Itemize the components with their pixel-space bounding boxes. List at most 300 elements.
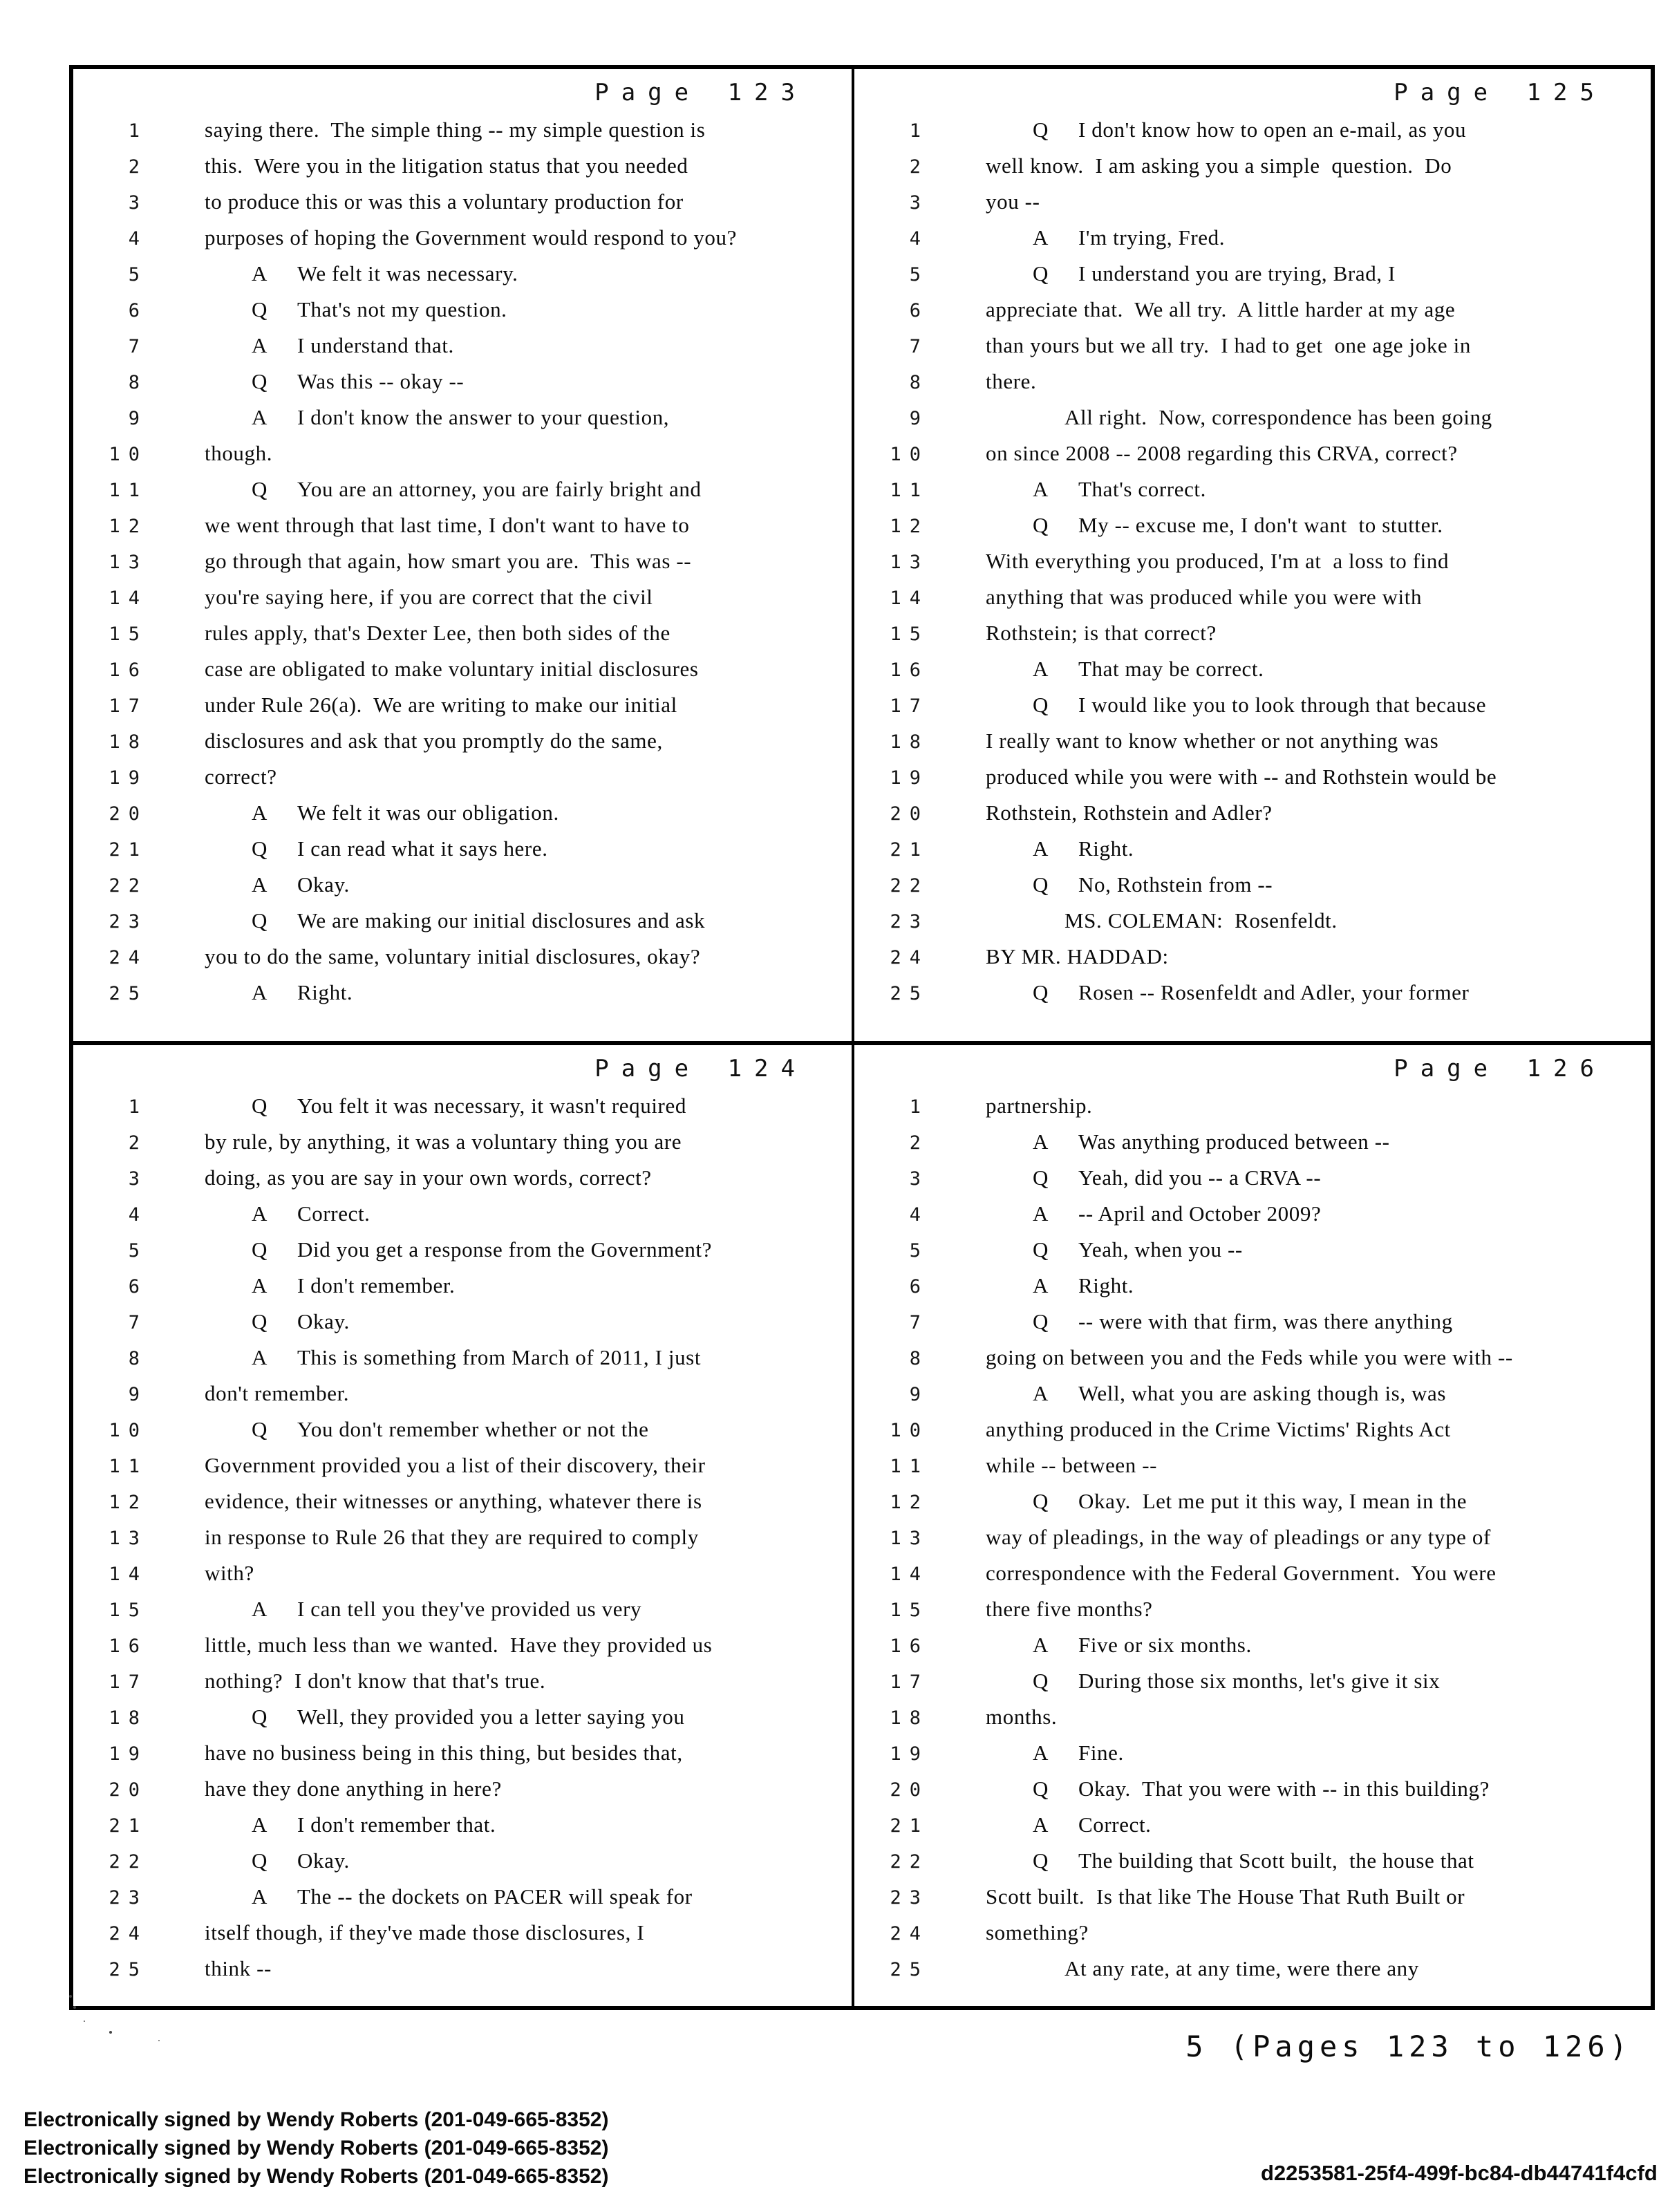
line-text: I can tell you they've provided us very [297, 1597, 642, 1621]
line-text: Scott built. Is that like The House That Ruth Built or [986, 1884, 1465, 1909]
line-number: 23 [890, 1887, 929, 1909]
line-number: 7 [128, 336, 148, 357]
transcript-line [73, 1381, 852, 1417]
continuation-text [148, 1381, 349, 1406]
line-number: 16 [109, 1635, 148, 1657]
transcript-line [73, 585, 852, 621]
continuation-text [929, 1956, 1419, 1981]
transcript-line [73, 908, 852, 944]
line-number: 10 [890, 444, 929, 465]
line-number: 13 [890, 552, 929, 573]
transcript-line [854, 585, 1651, 621]
qa-text [148, 800, 559, 825]
line-text: under Rule 26(a). We are writing to make our initial [205, 693, 677, 717]
line-number: 2 [909, 1132, 929, 1154]
line-number: 25 [890, 983, 929, 1004]
continuation-text [148, 729, 663, 753]
qa-prefix: A [252, 333, 268, 357]
line-text: Okay. [297, 1309, 350, 1333]
line-text: than yours but we all try. I had to get one age joke in [986, 333, 1471, 357]
qa-text [148, 1309, 350, 1334]
transcript-line [854, 369, 1651, 405]
continuation-text [148, 621, 670, 646]
qa-prefix: A [1033, 1201, 1049, 1226]
line-number: 9 [909, 408, 929, 429]
qa-prefix: A [252, 1812, 268, 1837]
continuation-text [148, 189, 684, 214]
line-text: Okay. [297, 872, 350, 897]
transcript-line [73, 1848, 852, 1884]
line-number: 9 [128, 408, 148, 429]
line-text: You don't remember whether or not the [297, 1417, 649, 1441]
line-text: well know. I am asking you a simple question. Do [986, 153, 1452, 178]
transcript-line [854, 621, 1651, 657]
qa-prefix: A [252, 1597, 268, 1621]
transcript-line [854, 513, 1651, 549]
line-number: 2 [128, 156, 148, 178]
line-number: 5 [909, 264, 929, 285]
qa-prefix: Q [1033, 1309, 1049, 1333]
transcript-page-126 [854, 1045, 1651, 2006]
transcript-line [73, 657, 852, 693]
transcript-line [73, 1273, 852, 1309]
qa-prefix: A [1033, 1741, 1049, 1765]
line-text: Right. [1078, 836, 1134, 861]
continuation-text [148, 153, 688, 178]
line-number: 9 [909, 1384, 929, 1405]
line-number: 15 [109, 1600, 148, 1621]
qa-text [929, 1812, 1152, 1837]
transcript-line [73, 1812, 852, 1848]
line-number: 5 [128, 1240, 148, 1262]
line-number: 13 [109, 1528, 148, 1549]
line-number: 2 [128, 1132, 148, 1154]
line-number: 17 [109, 695, 148, 717]
line-text: I don't know the answer to your question, [297, 405, 670, 429]
transcript-line [73, 1525, 852, 1561]
transcript-line [854, 189, 1651, 225]
transcript-line [73, 621, 852, 657]
continuation-text [929, 441, 1458, 466]
transcript-line [854, 1561, 1651, 1597]
line-number: 21 [109, 839, 148, 861]
transcript-line [73, 1345, 852, 1381]
transcript-line [73, 261, 852, 297]
transcript-page-123 [73, 69, 852, 1041]
line-number: 25 [890, 1959, 929, 1980]
transcript-line [73, 297, 852, 333]
line-text: We felt it was necessary. [297, 261, 518, 285]
line-text: little, much less than we wanted. Have they provided us [205, 1633, 713, 1657]
line-number: 18 [109, 731, 148, 753]
transcript-line [73, 513, 852, 549]
transcript-line [854, 908, 1651, 944]
line-number: 12 [890, 1492, 929, 1513]
line-text: Rothstein, Rothstein and Adler? [986, 800, 1273, 825]
qa-text [148, 1417, 648, 1442]
continuation-text [929, 1345, 1513, 1370]
qa-prefix: Q [252, 297, 268, 321]
qa-text [929, 225, 1225, 250]
continuation-text [929, 944, 1169, 969]
line-text: Right. [1078, 1273, 1134, 1297]
qa-text [929, 1741, 1124, 1765]
line-text: there five months? [986, 1597, 1153, 1621]
qa-text [929, 1633, 1252, 1658]
qa-text [929, 477, 1206, 502]
line-text: I understand that. [297, 333, 454, 357]
transcript-line [73, 189, 852, 225]
transcript-line [854, 118, 1651, 153]
line-number: 25 [109, 983, 148, 1004]
transcript-line [854, 944, 1651, 980]
qa-prefix: Q [252, 1237, 268, 1262]
line-text: Rothstein; is that correct? [986, 621, 1217, 645]
transcript-line [854, 980, 1651, 1016]
continuation-text [148, 441, 272, 466]
transcript-line [73, 693, 852, 729]
line-text: Yeah, did you -- a CRVA -- [1078, 1165, 1322, 1190]
line-number: 1 [128, 1096, 148, 1118]
line-number: 15 [890, 624, 929, 645]
line-number: 24 [109, 1923, 148, 1944]
line-text: Correct. [1078, 1812, 1152, 1837]
line-number: 1 [909, 1096, 929, 1118]
line-number: 11 [890, 480, 929, 501]
line-number: 19 [109, 767, 148, 789]
continuation-text [929, 153, 1452, 178]
line-number: 19 [890, 767, 929, 789]
qa-prefix: A [1033, 1812, 1049, 1837]
qa-text [148, 1597, 641, 1622]
transcript-line [854, 153, 1651, 189]
qa-prefix: Q [252, 369, 268, 393]
transcript-line [73, 1094, 852, 1130]
continuation-text [148, 1165, 652, 1190]
line-text: nothing? I don't know that that's true. [205, 1669, 546, 1693]
continuation-text [148, 1920, 644, 1945]
qa-text [929, 1848, 1474, 1873]
continuation-text [148, 513, 690, 538]
qa-prefix: Q [252, 1094, 268, 1118]
page-lines [73, 1094, 852, 1992]
transcript-line [73, 441, 852, 477]
line-text: saying there. The simple thing -- my simple question is [205, 118, 706, 142]
line-number: 13 [890, 1528, 929, 1549]
line-number: 14 [109, 1564, 148, 1585]
transcript-line [854, 1273, 1651, 1309]
line-text: Was anything produced between -- [1078, 1130, 1390, 1154]
transcript-line [854, 405, 1651, 441]
transcript-line [854, 1777, 1651, 1812]
line-text: I'm trying, Fred. [1078, 225, 1226, 250]
continuation-text [148, 1453, 706, 1478]
line-number: 6 [909, 1276, 929, 1297]
transcript-line [73, 1489, 852, 1525]
transcript-line [854, 1489, 1651, 1525]
qa-prefix: A [252, 980, 268, 1004]
qa-text [148, 369, 464, 394]
qa-prefix: Q [1033, 1777, 1049, 1801]
signature-line: Electronically signed by Wendy Roberts (201-049-665-8352) [24, 2137, 609, 2159]
continuation-text [148, 944, 700, 969]
line-number: 6 [128, 1276, 148, 1297]
transcript-line [854, 1309, 1651, 1345]
qa-prefix: A [1033, 1130, 1049, 1154]
line-number: 11 [109, 480, 148, 501]
transcript-line [73, 836, 852, 872]
line-text: evidence, their witnesses or anything, whatever there is [205, 1489, 702, 1513]
page-lines [854, 118, 1651, 1016]
transcript-line [854, 1453, 1651, 1489]
line-text: Right. [297, 980, 353, 1004]
line-number: 3 [128, 1168, 148, 1190]
continuation-text [148, 765, 277, 789]
line-number: 3 [128, 192, 148, 214]
transcript-line [854, 1884, 1651, 1920]
continuation-text [929, 1525, 1491, 1550]
qa-prefix: Q [252, 1848, 268, 1873]
qa-prefix: Q [252, 1417, 268, 1441]
line-number: 1 [128, 120, 148, 142]
transcript-line [73, 333, 852, 369]
line-text: I would like you to look through that because [1078, 693, 1487, 717]
line-text: MS. COLEMAN: Rosenfeldt. [1064, 908, 1338, 932]
line-text: going on between you and the Feds while you were with -- [986, 1345, 1513, 1369]
line-text: I really want to know whether or not anything was [986, 729, 1439, 753]
document-id: d2253581-25f4-499f-bc84-db44741f4cfd [1261, 2161, 1658, 2185]
continuation-text [929, 621, 1217, 646]
transcript-line [73, 1201, 852, 1237]
qa-prefix: Q [1033, 261, 1049, 285]
line-number: 14 [890, 588, 929, 609]
qa-prefix: Q [1033, 118, 1049, 142]
qa-text [929, 836, 1134, 861]
continuation-text [148, 1525, 699, 1550]
line-number: 20 [890, 803, 929, 825]
line-text: That's not my question. [297, 297, 507, 321]
line-text: in response to Rule 26 that they are required to comply [205, 1525, 699, 1549]
line-text: to produce this or was this a voluntary production for [205, 189, 684, 214]
line-number: 16 [890, 659, 929, 681]
transcript-line [73, 477, 852, 513]
line-number: 1 [909, 120, 929, 142]
line-number: 17 [890, 695, 929, 717]
continuation-text [148, 549, 691, 574]
qa-text [148, 1848, 350, 1873]
line-text: I don't know how to open an e-mail, as you [1078, 118, 1467, 142]
line-number: 6 [909, 300, 929, 321]
transcript-line [854, 477, 1651, 513]
qa-text [929, 1237, 1243, 1262]
line-number: 22 [890, 875, 929, 897]
transcript-line [73, 765, 852, 800]
line-text: Rosen -- Rosenfeldt and Adler, your former [1078, 980, 1470, 1004]
line-text: disclosures and ask that you promptly do the same, [205, 729, 663, 753]
line-text: I don't remember that. [297, 1812, 496, 1837]
transcript-line [854, 800, 1651, 836]
line-number: 23 [109, 1887, 148, 1909]
line-text: Government provided you a list of their discovery, their [205, 1453, 706, 1477]
qa-text [148, 1705, 685, 1730]
qa-text [148, 1273, 455, 1298]
qa-text [148, 1237, 712, 1262]
line-number: 18 [890, 1707, 929, 1729]
qa-prefix: A [1033, 225, 1049, 250]
line-number: 10 [109, 1420, 148, 1441]
transcript-line [854, 1525, 1651, 1561]
line-number: 12 [109, 516, 148, 537]
continuation-text [148, 1669, 545, 1694]
line-number: 11 [109, 1456, 148, 1477]
line-text: purposes of hoping the Government would respond to you? [205, 225, 737, 250]
line-text: The -- the dockets on PACER will speak for [297, 1884, 693, 1909]
qa-text [929, 1381, 1446, 1406]
transcript-line [73, 1669, 852, 1705]
continuation-text [148, 1633, 712, 1658]
transcript-line [73, 729, 852, 765]
transcript-line [854, 1705, 1651, 1741]
line-text: We are making our initial disclosures and ask [297, 908, 706, 932]
qa-prefix: A [252, 405, 268, 429]
transcript-line [854, 1237, 1651, 1273]
line-text: Did you get a response from the Government? [297, 1237, 712, 1262]
transcript-line [854, 1345, 1651, 1381]
line-number: 5 [909, 1240, 929, 1262]
line-text: Okay. That you were with -- in this building? [1078, 1777, 1490, 1801]
line-text: Well, what you are asking though is, was [1078, 1381, 1447, 1405]
continuation-text [148, 657, 699, 682]
line-number: 12 [109, 1492, 148, 1513]
continuation-text [929, 729, 1438, 753]
line-text: by rule, by anything, it was a voluntary thing you are [205, 1130, 682, 1154]
continuation-text [929, 405, 1492, 430]
line-number: 19 [890, 1743, 929, 1765]
qa-prefix: Q [1033, 1669, 1049, 1693]
line-number: 21 [109, 1815, 148, 1837]
qa-text [929, 261, 1396, 286]
qa-prefix: A [1033, 836, 1049, 861]
qa-prefix: A [252, 1884, 268, 1909]
line-text: Five or six months. [1078, 1633, 1252, 1657]
line-number: 20 [109, 803, 148, 825]
continuation-text [929, 333, 1471, 358]
signature-block [24, 2106, 608, 2191]
line-number: 15 [890, 1600, 929, 1621]
line-text: go through that again, how smart you are. This was -- [205, 549, 692, 573]
qa-prefix: Q [1033, 513, 1049, 537]
continuation-text [929, 908, 1338, 933]
qa-prefix: A [252, 1273, 268, 1297]
line-text: think -- [205, 1956, 272, 1980]
transcript-line [73, 1920, 852, 1956]
qa-prefix: Q [252, 1309, 268, 1333]
transcript-line [73, 153, 852, 189]
line-text: -- April and October 2009? [1078, 1201, 1322, 1226]
line-text: correspondence with the Federal Government. You were [986, 1561, 1497, 1585]
transcript-line [854, 1201, 1651, 1237]
continuation-text [929, 189, 1040, 214]
continuation-text [929, 585, 1422, 610]
transcript-line [854, 1597, 1651, 1633]
line-number: 15 [109, 624, 148, 645]
line-number: 16 [890, 1635, 929, 1657]
line-text: correct? [205, 765, 277, 789]
line-number: 16 [109, 659, 148, 681]
transcript-line [854, 441, 1651, 477]
line-text: During those six months, let's give it six [1078, 1669, 1441, 1693]
continuation-text [929, 1561, 1497, 1586]
page-header: Page 126 [1394, 1055, 1606, 1082]
line-number: 14 [890, 1564, 929, 1585]
line-number: 22 [109, 1851, 148, 1873]
qa-prefix: Q [252, 836, 268, 861]
transcript-line [73, 1633, 852, 1669]
line-text: while -- between -- [986, 1453, 1158, 1477]
qa-prefix: Q [1033, 1848, 1049, 1873]
line-number: 3 [909, 1168, 929, 1190]
line-text: months. [986, 1705, 1058, 1729]
qa-text [148, 872, 350, 897]
line-number: 12 [890, 516, 929, 537]
scan-speckle [69, 1995, 72, 1998]
qa-prefix: A [1033, 1633, 1049, 1657]
line-text: The building that Scott built, the house that [1078, 1848, 1474, 1873]
line-number: 3 [909, 192, 929, 214]
continuation-text [148, 1956, 272, 1981]
qa-prefix: Q [252, 477, 268, 501]
qa-text [929, 657, 1264, 682]
continuation-text [148, 1130, 682, 1154]
line-text: This is something from March of 2011, I just [297, 1345, 702, 1369]
line-text: have no business being in this thing, but besides that, [205, 1741, 683, 1765]
line-number: 5 [128, 264, 148, 285]
qa-prefix: Q [252, 1705, 268, 1729]
page-range-summary: 5 (Pages 123 to 126) [1185, 2030, 1632, 2063]
qa-prefix: A [252, 800, 268, 825]
transcript-line [73, 1309, 852, 1345]
qa-text [148, 297, 507, 322]
line-text: -- were with that firm, was there anything [1078, 1309, 1453, 1333]
line-text: Okay. [297, 1848, 350, 1873]
transcript-line [854, 261, 1651, 297]
line-text: partnership. [986, 1094, 1093, 1118]
transcript-page-124 [73, 1045, 852, 2006]
page-header: Page 123 [594, 79, 807, 106]
line-text: That's correct. [1078, 477, 1206, 501]
continuation-text [148, 1561, 254, 1586]
scan-speckle [109, 2031, 112, 2034]
line-text: Fine. [1078, 1741, 1124, 1765]
qa-prefix: Q [1033, 980, 1049, 1004]
line-number: 17 [890, 1671, 929, 1693]
transcript-line [854, 836, 1651, 872]
line-number: 9 [128, 1384, 148, 1405]
transcript-line [854, 1669, 1651, 1705]
line-text: I don't remember. [297, 1273, 456, 1297]
continuation-text [929, 765, 1497, 789]
line-text: have they done anything in here? [205, 1777, 502, 1801]
line-text: Okay. Let me put it this way, I mean in the [1078, 1489, 1467, 1513]
transcript-line [73, 800, 852, 836]
line-number: 4 [128, 228, 148, 250]
continuation-text [929, 1094, 1092, 1118]
qa-prefix: A [1033, 657, 1049, 681]
line-text: With everything you produced, I'm at a loss to find [986, 549, 1450, 573]
transcript-line [73, 1777, 852, 1812]
line-text: We felt it was our obligation. [297, 800, 559, 825]
qa-prefix: A [1033, 477, 1049, 501]
